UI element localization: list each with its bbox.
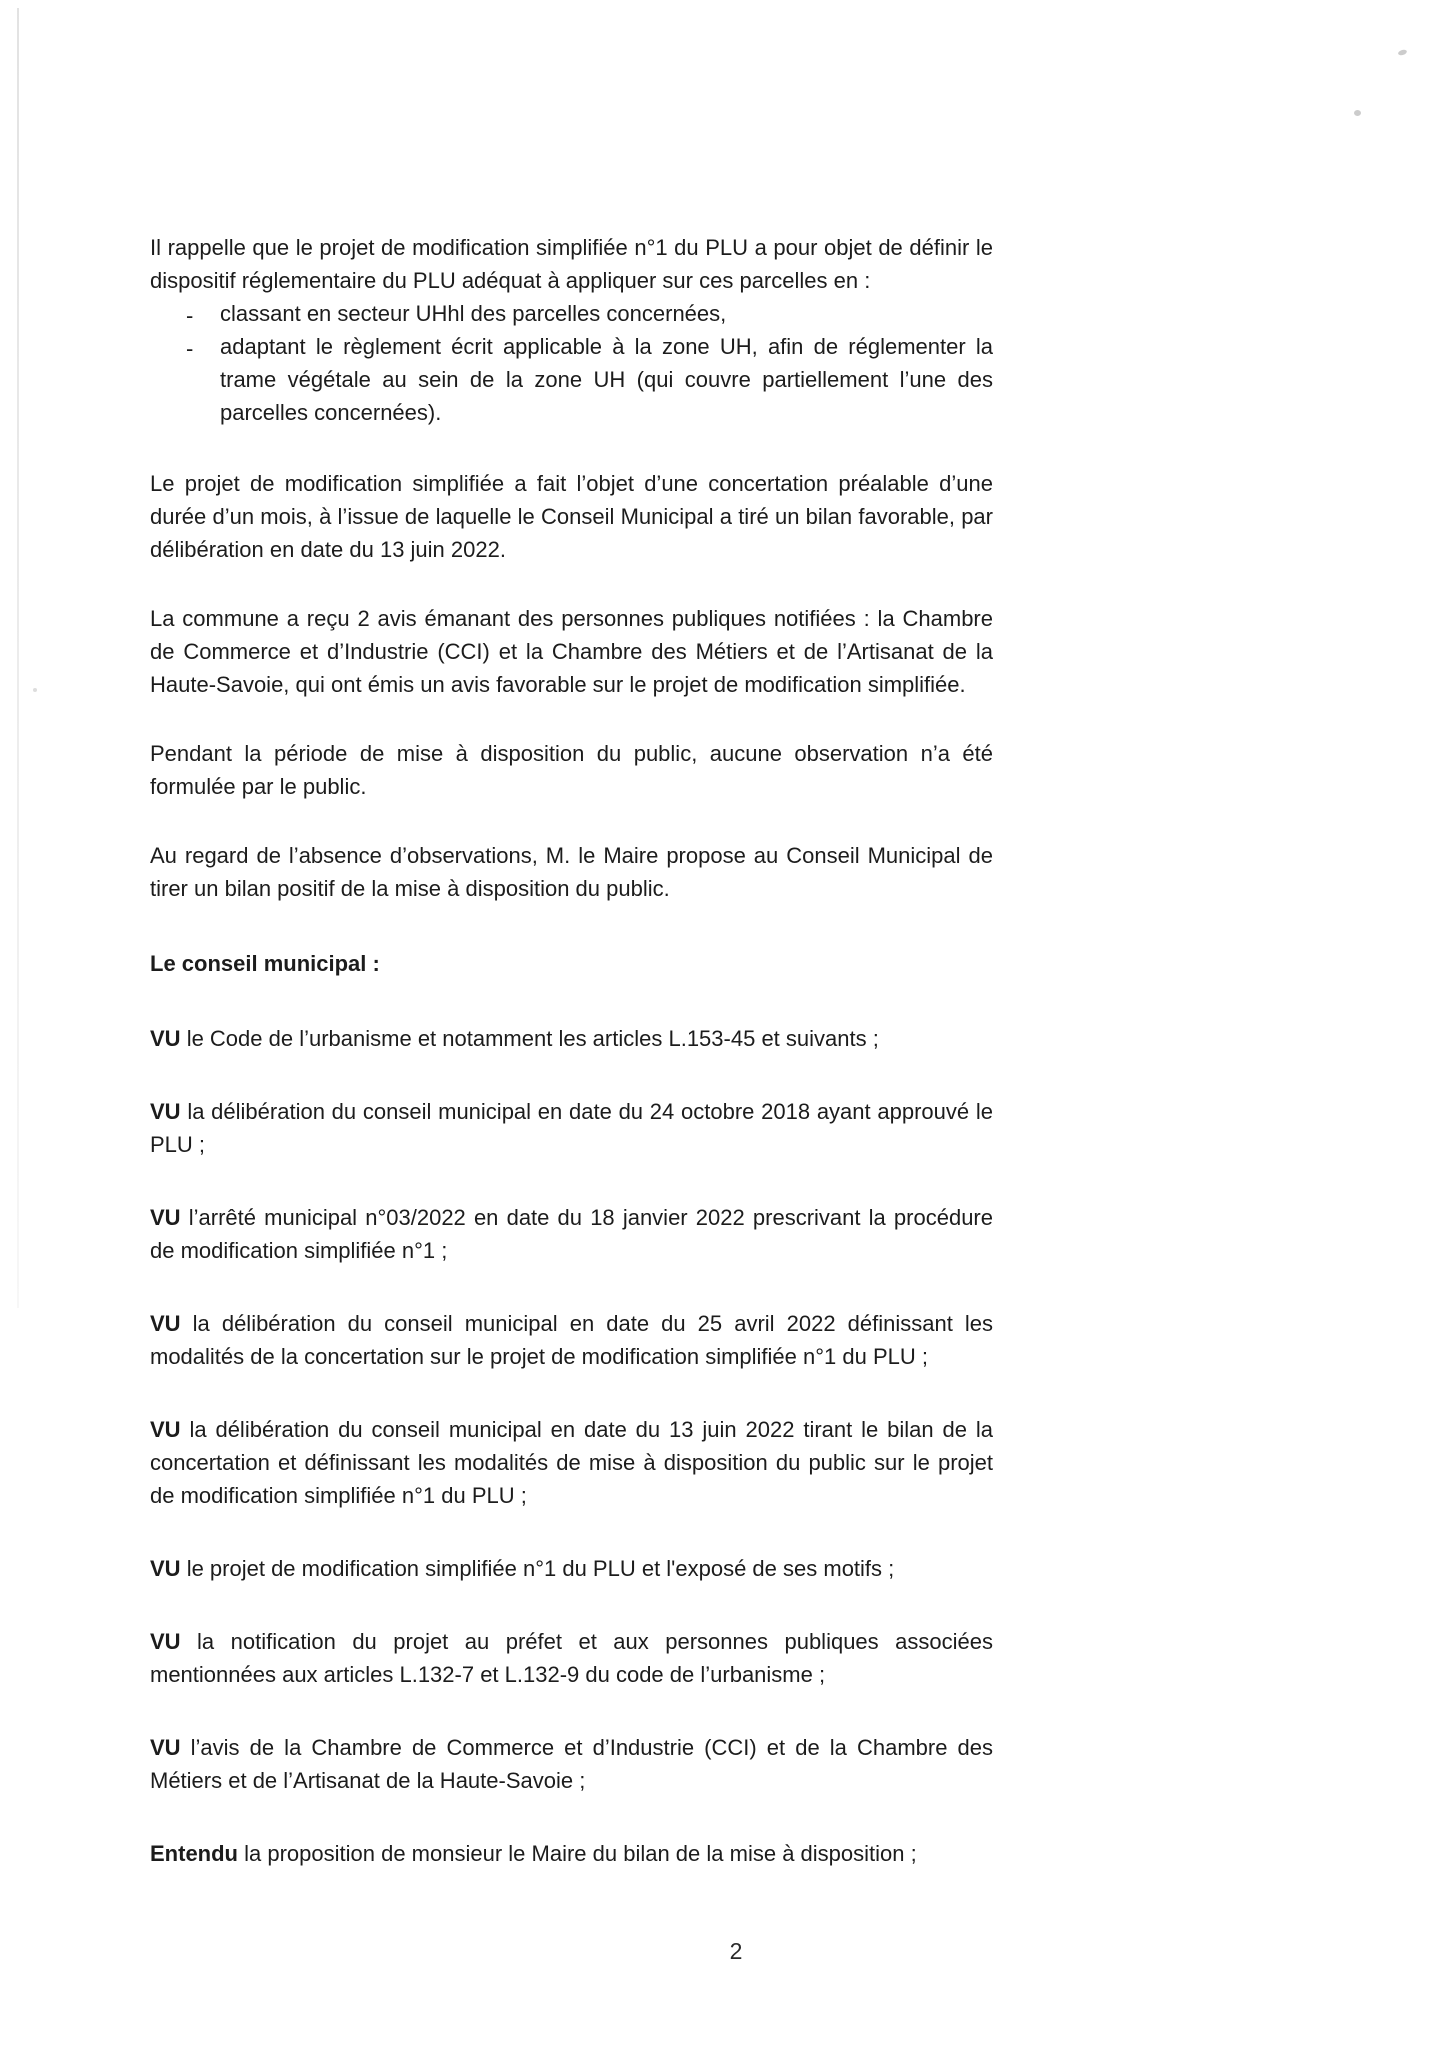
clause-text: l’avis de la Chambre de Commerce et d’Industrie (CCI) et de la Chambre des Métiers et de l’Artisanat de la Haute-Savoie ;	[150, 1735, 993, 1793]
scan-speck	[1354, 110, 1361, 116]
clause-label: VU	[150, 1099, 181, 1124]
document-content	[150, 231, 993, 1910]
scan-speck	[1397, 49, 1407, 57]
clause-text: la notification du projet au préfet et aux personnes publiques associées mentionnées aux articles L.132-7 et L.132-9 du code de l’urbanisme ;	[150, 1629, 993, 1687]
clause-text: la délibération du conseil municipal en date du 24 octobre 2018 ayant approuvé le PLU ;	[150, 1099, 993, 1157]
vu-clause	[150, 1625, 993, 1691]
scan-speck	[33, 688, 37, 692]
clause-label: Entendu	[150, 1841, 238, 1866]
clause-label: VU	[150, 1311, 181, 1336]
vu-clause	[150, 1731, 993, 1797]
clause-label: VU	[150, 1629, 181, 1654]
dash-marker: -	[186, 336, 194, 361]
clause-label: VU	[150, 1417, 181, 1442]
section-heading: Le conseil municipal :	[150, 951, 380, 976]
clause-label: VU	[150, 1026, 181, 1051]
body-paragraph: La commune a reçu 2 avis émanant des personnes publiques notifiées : la Chambre de Commerce et d’Industrie (CCI) et la Chambre des Métiers et de l’Artisanat de la Haute-Savoie, qui ont émis un avis favorable sur le projet de modification simplifiée.	[150, 606, 993, 697]
clause-text: la délibération du conseil municipal en date du 13 juin 2022 tirant le bilan de la concertation et définissant les modalités de mise à disposition du public sur le projet de modification simplifiée n°1 du PLU ;	[150, 1417, 993, 1508]
clause-text: le projet de modification simplifiée n°1 du PLU et l'exposé de ses motifs ;	[186, 1556, 895, 1581]
vu-clause	[150, 1201, 993, 1267]
vu-clause	[150, 1552, 993, 1585]
entendu-clause	[150, 1837, 993, 1870]
intro-paragraph: Il rappelle que le projet de modification simplifiée n°1 du PLU a pour objet de définir le dispositif réglementaire du PLU adéquat à appliquer sur ces parcelles en :	[150, 235, 993, 293]
page-number: 2	[729, 1938, 743, 1964]
vu-clause	[150, 1022, 993, 1055]
bullet-text: classant en secteur UHhl des parcelles concernées,	[220, 301, 727, 326]
clause-text: le Code de l’urbanisme et notamment les articles L.153-45 et suivants ;	[186, 1026, 879, 1051]
body-paragraph: Au regard de l’absence d’observations, M. le Maire propose au Conseil Municipal de tirer un bilan positif de la mise à disposition du public.	[150, 843, 993, 901]
clause-text: l’arrêté municipal n°03/2022 en date du 18 janvier 2022 prescrivant la procédure de modification simplifiée n°1 ;	[150, 1205, 993, 1263]
clause-label: VU	[150, 1205, 181, 1230]
bullet-item	[150, 297, 993, 330]
vu-clause	[150, 1095, 993, 1161]
dash-marker: -	[186, 303, 194, 328]
clause-text: la délibération du conseil municipal en date du 25 avril 2022 définissant les modalités de la concertation sur le projet de modification simplifiée n°1 du PLU ;	[150, 1311, 993, 1369]
body-paragraph: Pendant la période de mise à disposition du public, aucune observation n’a été formulée par le public.	[150, 741, 993, 799]
bullet-list	[150, 297, 993, 429]
clause-text: la proposition de monsieur le Maire du bilan de la mise à disposition ;	[244, 1841, 917, 1866]
vu-clause	[150, 1307, 993, 1373]
clause-label: VU	[150, 1556, 181, 1581]
body-paragraph: Le projet de modification simplifiée a fait l’objet d’une concertation préalable d’une durée d’un mois, à l’issue de laquelle le Conseil Municipal a tiré un bilan favorable, par délibération en date du 13 juin 2022.	[150, 471, 993, 562]
clause-label: VU	[150, 1735, 181, 1760]
bullet-item	[150, 330, 993, 429]
scan-edge-artifact	[17, 8, 19, 1308]
bullet-text: adaptant le règlement écrit applicable à la zone UH, afin de réglementer la trame végétale au sein de la zone UH (qui couvre partiellement l’une des parcelles concernées).	[220, 334, 993, 425]
vu-clause	[150, 1413, 993, 1512]
